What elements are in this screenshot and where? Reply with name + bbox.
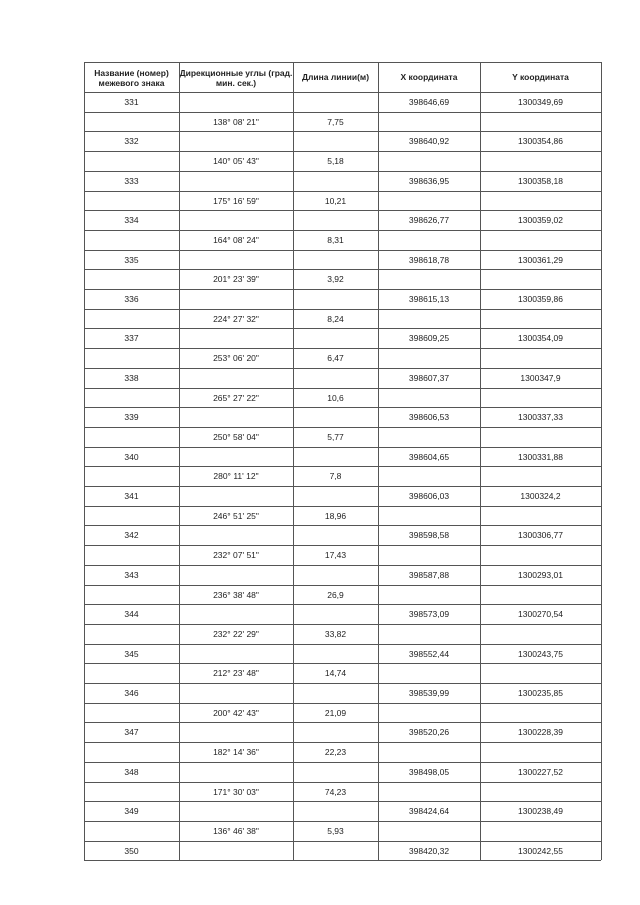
cell-y: 1300242,55 <box>518 845 563 856</box>
segment-row <box>84 151 601 172</box>
cell-x: 398598,58 <box>408 530 450 541</box>
cell-angle: 171° 30' 03" <box>213 786 259 797</box>
cell-name: 350 <box>124 845 139 856</box>
point-row <box>84 722 601 743</box>
segment-row <box>84 821 601 842</box>
cell-x: 398573,09 <box>408 609 450 620</box>
header-x: X координата <box>400 72 458 82</box>
cell-x: 398604,65 <box>408 451 450 462</box>
point-row <box>84 250 601 271</box>
column-divider <box>179 62 180 860</box>
segment-row <box>84 545 601 566</box>
point-row <box>84 801 601 822</box>
cell-length: 10,21 <box>324 195 347 206</box>
cell-x: 398626,77 <box>408 215 450 226</box>
cell-y: 1300354,86 <box>518 136 563 147</box>
cell-x: 398609,25 <box>408 333 450 344</box>
cell-length: 22,23 <box>324 747 347 758</box>
table-top-border <box>84 62 601 63</box>
cell-angle: 212° 23' 48" <box>213 668 259 679</box>
segment-row <box>84 269 601 290</box>
cell-name: 331 <box>124 97 139 107</box>
cell-y: 1300324,2 <box>520 491 561 501</box>
cell-angle: 280° 11' 12" <box>213 471 259 482</box>
cell-angle: 140° 05' 43" <box>213 156 259 167</box>
cell-x: 398606,53 <box>408 412 450 423</box>
cell-y: 1300306,77 <box>518 530 563 541</box>
header-y: Y координата <box>512 72 569 82</box>
cell-x: 398607,37 <box>408 372 450 383</box>
cell-length: 33,82 <box>324 628 347 639</box>
cell-y: 1300349,69 <box>518 97 563 107</box>
cell-name: 340 <box>124 451 139 462</box>
cell-x: 398498,05 <box>408 766 450 777</box>
cell-length: 3,92 <box>327 274 344 285</box>
cell-x: 398420,32 <box>408 845 450 856</box>
cell-length: 5,93 <box>327 825 344 836</box>
segment-row <box>84 388 601 409</box>
column-divider <box>293 62 294 860</box>
column-divider <box>480 62 481 860</box>
cell-angle: 265° 27' 22" <box>213 392 259 403</box>
cell-x: 398646,69 <box>408 97 450 107</box>
point-row <box>84 486 601 507</box>
cell-y: 1300359,86 <box>518 294 563 304</box>
cell-y: 1300354,09 <box>518 333 563 344</box>
cell-y: 1300228,39 <box>518 727 563 738</box>
cell-y: 1300361,29 <box>518 254 563 265</box>
header-length: Длина линии(м) <box>301 72 370 82</box>
point-row <box>84 368 601 389</box>
cell-x: 398552,44 <box>408 648 450 659</box>
segment-row <box>84 309 601 330</box>
header-name: Название (номер) межевого знака <box>94 68 169 88</box>
cell-name: 338 <box>124 372 139 383</box>
cell-name: 344 <box>124 609 139 620</box>
segment-row <box>84 703 601 724</box>
cell-length: 5,77 <box>327 431 344 442</box>
cell-angle: 250° 58' 04" <box>213 431 259 442</box>
point-row <box>84 328 601 349</box>
cell-y: 1300235,85 <box>518 688 563 698</box>
cell-x: 398636,95 <box>408 175 450 186</box>
cell-name: 334 <box>124 215 139 226</box>
cell-angle: 246° 51' 25" <box>213 510 259 521</box>
cell-angle: 201° 23' 39" <box>213 274 259 285</box>
point-row <box>84 525 601 546</box>
cell-angle: 182° 14' 36" <box>213 747 259 758</box>
cell-length: 7,75 <box>327 116 344 127</box>
cell-x: 398587,88 <box>408 569 450 580</box>
cell-y: 1300331,88 <box>518 451 563 462</box>
cell-length: 26,9 <box>327 589 344 600</box>
segment-row <box>84 585 601 606</box>
column-divider <box>601 62 602 860</box>
cell-name: 339 <box>124 412 139 423</box>
segment-row <box>84 348 601 369</box>
cell-name: 349 <box>124 806 139 817</box>
point-row <box>84 407 601 428</box>
column-divider <box>378 62 379 860</box>
cell-x: 398640,92 <box>408 136 450 147</box>
point-row <box>84 762 601 783</box>
cell-x: 398618,78 <box>408 254 450 265</box>
cell-name: 335 <box>124 254 139 265</box>
cell-name: 341 <box>124 491 139 501</box>
cell-y: 1300238,49 <box>518 806 563 817</box>
segment-row <box>84 782 601 803</box>
cell-angle: 136° 46' 38" <box>213 825 259 836</box>
cell-length: 10,6 <box>327 392 344 403</box>
point-row <box>84 644 601 665</box>
cell-x: 398520,26 <box>408 727 450 738</box>
cell-length: 8,24 <box>327 313 344 324</box>
point-row <box>84 604 601 625</box>
segment-row <box>84 112 601 133</box>
cell-y: 1300347,9 <box>520 372 561 383</box>
cell-length: 7,8 <box>329 471 342 482</box>
cell-angle: 253° 06' 20" <box>213 353 259 364</box>
point-row <box>84 683 601 704</box>
cell-name: 346 <box>124 688 139 698</box>
column-divider <box>84 62 85 860</box>
segment-row <box>84 624 601 645</box>
segment-row <box>84 191 601 212</box>
cell-length: 17,43 <box>324 550 347 561</box>
segment-row <box>84 506 601 527</box>
cell-name: 337 <box>124 333 139 344</box>
cell-name: 342 <box>124 530 139 541</box>
cell-name: 333 <box>124 175 139 186</box>
cell-length: 74,23 <box>324 786 347 797</box>
cell-length: 5,18 <box>327 156 344 167</box>
segment-row <box>84 230 601 251</box>
cell-angle: 224° 27' 32" <box>213 313 259 324</box>
cell-name: 336 <box>124 294 139 304</box>
cell-angle: 200° 42' 43" <box>213 707 259 718</box>
cell-name: 348 <box>124 766 139 777</box>
cell-y: 1300337,33 <box>518 412 563 423</box>
cell-y: 1300293,01 <box>518 569 563 580</box>
cell-length: 18,96 <box>324 510 347 521</box>
cell-y: 1300227,52 <box>518 766 563 777</box>
cell-angle: 175° 16' 59" <box>213 195 259 206</box>
point-row <box>84 171 601 192</box>
cell-angle: 236° 38' 48" <box>213 589 259 600</box>
segment-row <box>84 663 601 684</box>
cell-angle: 138° 08' 21" <box>213 116 259 127</box>
point-row <box>84 289 601 310</box>
point-row <box>84 92 601 113</box>
cell-angle: 164° 08' 24" <box>213 234 259 245</box>
cell-y: 1300359,02 <box>518 215 563 226</box>
segment-row <box>84 466 601 487</box>
cell-angle: 232° 22' 29" <box>213 628 259 639</box>
cell-x: 398615,13 <box>408 294 450 304</box>
point-row <box>84 131 601 152</box>
point-row <box>84 565 601 586</box>
cell-name: 347 <box>124 727 139 738</box>
table-bottom-border <box>84 860 601 861</box>
cell-length: 14,74 <box>324 668 347 679</box>
segment-row <box>84 427 601 448</box>
cell-x: 398606,03 <box>408 491 450 501</box>
point-row <box>84 447 601 468</box>
cell-length: 6,47 <box>327 353 344 364</box>
point-row <box>84 841 601 862</box>
cell-y: 1300243,75 <box>518 648 563 659</box>
cell-length: 8,31 <box>327 234 344 245</box>
header-angle: Дирекционные углы (град. мин. сек.) <box>179 68 293 88</box>
cell-y: 1300270,54 <box>518 609 563 620</box>
cell-angle: 232° 07' 51" <box>213 550 259 561</box>
cell-length: 21,09 <box>324 707 347 718</box>
segment-row <box>84 742 601 763</box>
cell-name: 343 <box>124 569 139 580</box>
cell-y: 1300358,18 <box>518 175 563 186</box>
cell-name: 332 <box>124 136 139 147</box>
cell-name: 345 <box>124 648 139 659</box>
cell-x: 398539,99 <box>408 688 450 698</box>
point-row <box>84 210 601 231</box>
cell-x: 398424,64 <box>408 806 450 817</box>
